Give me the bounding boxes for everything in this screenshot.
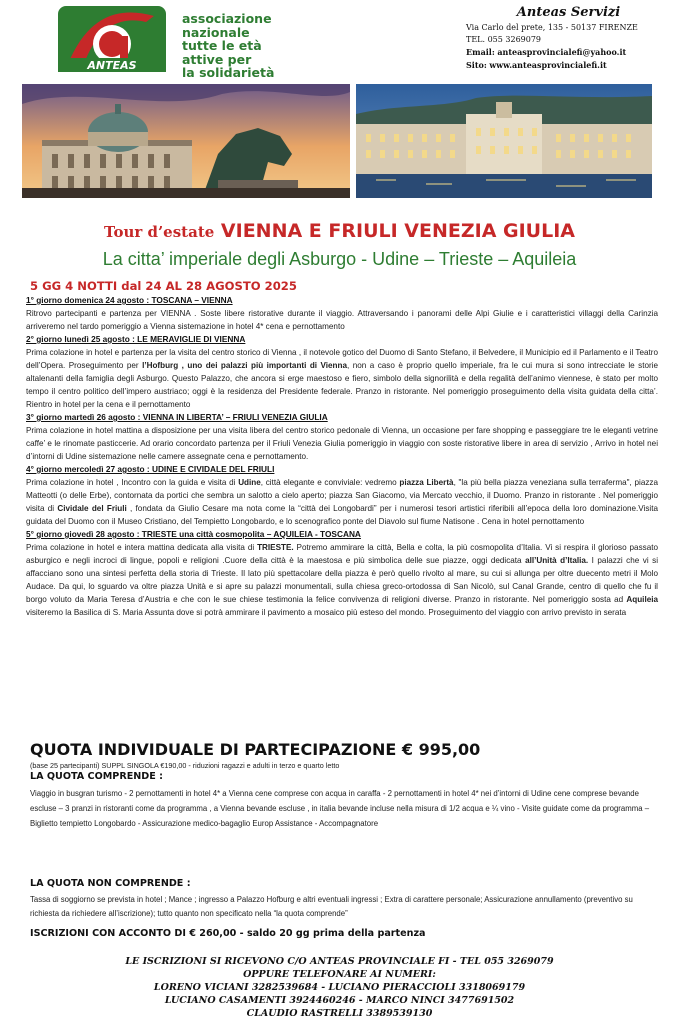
tour-subtitle: La citta’ imperiale degli Asburgo - Udine – Trieste – Aquileia <box>102 249 577 269</box>
tour-title-prefix: Tour d’estate <box>104 223 215 241</box>
site-link[interactable]: www.anteasprovincialefi.it <box>489 60 607 70</box>
address: Via Carlo del prete, 135 - 50137 FIRENZE <box>466 23 638 32</box>
excluded-text: Tassa di soggiorno se prevista in hotel ; Mance ; ingresso a Palazzo Hofburg e altri eventuali ingressi ; Extra di carattere personale; Assicurazione annullamento (preventivo su richiesta da richiedere all’iscrizione); tutto quanto non specificato nella “la quota comprende” <box>30 895 633 918</box>
day-text-bold: Aquileia <box>626 595 658 604</box>
day-heading: 1° giorno domenica 24 agosto : TOSCANA – VIENNA <box>26 295 233 305</box>
day-text: Prima colazione in hotel mattina a disposizione per una visita libera del centro storico pedonale di Vienna, un occasione per fare shopping e passeggiare tre le eleganti vetrine caffe’ e le rinomate pasticcerie. Ad orario concordato partenza per il Friuli Venezia Giulia pomeriggio in viaggio con soste ristorative libere in area di servizio , Arrivo in hotel nei d’intorni di Udine sistemazione nelle camere assegnate cena e pernottamento. <box>26 426 658 461</box>
day-heading: 3° giorno martedì 26 agosto : VIENNA IN LIBERTA’ – FRIULI VENEZIA GIULIA <box>26 412 328 422</box>
footer-line: LORENO VICIANI 3282539684 - LUCIANO PIERACCIOLI 3318069179 <box>153 982 526 993</box>
day-text-part: Prima colazione in hotel e partenza per la visita del centro storico di Vienna , il notevole gotico del Duomo di Santo Stefano, il Belvedere, il Municipio ed il Parlamento e il Teatro dell’Opera. Proseguimento per <box>26 348 658 370</box>
phone-line <box>466 34 671 46</box>
servizi-title: Anteas Servizi <box>516 5 621 20</box>
site-line <box>466 59 671 72</box>
assoc-line: associazione <box>182 11 272 26</box>
trieste-photo <box>356 84 652 198</box>
price-note: (base 25 partecipanti) SUPPL SINGOLA €190,00 - riduzioni ragazzi e adulti in terzo e quarto letto <box>30 761 340 770</box>
contact-block <box>466 4 671 72</box>
association-name <box>182 12 274 80</box>
logo-text: ANTEAS <box>87 59 137 72</box>
deposit-note: ISCRIZIONI CON ACCONTO DI € 260,00 - saldo 20 gg prima della partenza <box>30 928 426 939</box>
day-text-part: Prima colazione in hotel , Incontro con la guida e visita di <box>26 478 239 487</box>
email-label: Email: <box>466 47 495 57</box>
day-text <box>26 346 658 411</box>
day-heading: 5° giorno giovedì 28 agosto : TRIESTE una città cosmopolita – AQUILEIA - TOSCANA <box>26 529 361 539</box>
day-text-bold: TRIESTE. <box>257 543 294 552</box>
assoc-line: attive per <box>182 51 252 67</box>
tour-title-main: VIENNA E FRIULI VENEZIA GIULIA <box>220 220 575 242</box>
day-text-part: Prima colazione in hotel e intera mattina dedicata alla visita di <box>26 543 258 552</box>
day-text-bold: all’Unità d’Italia. <box>525 556 589 565</box>
tel-label: TEL. <box>466 35 486 44</box>
footer-line: LUCIANO CASAMENTI 3924460246 - MARCO NINCI 3477691502 <box>164 995 515 1006</box>
day-text-bold: Cividale del Friuli <box>57 504 127 513</box>
day-text-bold: Udine <box>238 478 261 487</box>
footer-line: CLAUDIO RASTRELLI 3389539130 <box>246 1008 433 1019</box>
site-label: Sito: <box>466 60 487 70</box>
day-text: Ritrovo partecipanti e partenza per VIENNA . Soste libere ristorative durante il viaggio. Attraversando i panorami delle Alpi Giulie e i caratteristici villaggi della Carinzia arriveremo nel tardo pomeriggio a Vienna sistemazione in hotel 4* cena e pernottamento <box>26 309 658 331</box>
included-heading: LA QUOTA COMPRENDE : <box>30 771 163 782</box>
day-text-bold: piazza Libertà <box>399 478 454 487</box>
footer-contacts <box>0 955 679 1020</box>
footer-line: OPPURE TELEFONARE AI NUMERI: <box>243 969 436 980</box>
day-text <box>26 476 658 528</box>
tour-title <box>0 218 679 245</box>
anteas-logo <box>58 6 166 72</box>
price-title: QUOTA INDIVIDUALE DI PARTECIPAZIONE € 995,00 <box>30 740 481 759</box>
day-text <box>26 541 658 619</box>
tel-value: 055 3269079 <box>487 35 542 44</box>
included-text: Viaggio in busgran turismo - 2 pernottamenti in hotel 4* a Vienna cene comprese con acqua in caraffa - 2 pernottamenti in hotel 4* nei d’intorni di Udine cene comprese bevande escluse – 3 pranzi in ristoranti come da programma , a Vienna bevande escluse , in italia bevande incluse nella misura di 1/2 acqua e ¼ vino - Visite guidate come da programma – Biglietto tempietto Longobardo - Assicurazione medico-bagaglio Europ Assistance - Accompagnatore <box>30 789 650 829</box>
day-text-part: Potremo ammirare la città, Bella e colta, la più cosmopolita d’Italia. Vi si respira il glorioso passato asburgico e negli incroci di lingue, popoli e religioni .Cuore della città è la maestosa e più simbolica delle sue piazze, oggi dedicata <box>26 543 658 565</box>
day-text-bold: l’Hofburg , uno dei palazzi più importanti di Vienna <box>142 361 348 370</box>
day-text-part: , fondata da Giulio Cesare ma nota come la “città dei Longobardi” per i numerosi tesori artistici riferibili all’epoca della loro dominazione.Visita guidata del Duomo con il Museo Cristiano, del Tempietto Longobardo, e lo scenografico ponte del Diavolo sul fiume Natisone . Cena in hotel pernottamento <box>26 504 659 526</box>
email-link[interactable]: anteasprovincialefi@yahoo.it <box>497 47 627 57</box>
day-text-part: , città elegante e conviviale: vedremo <box>260 478 400 487</box>
day-heading: 4° giorno mercoledì 27 agosto : UDINE E CIVIDALE DEL FRIULI <box>26 464 275 474</box>
tour-dates: 5 GG 4 NOTTI dal 24 AL 28 AGOSTO 2025 <box>30 279 297 293</box>
day-heading: 2° giorno lunedì 25 agosto : LE MERAVIGLIE DI VIENNA <box>26 334 246 344</box>
day-text-part: , non a caso è proprio quello imperiale, fra le cui mura si sono intrecciate le storie altalenanti della famiglia degli Asburgo. Questo Palazzo, che ancora si erge maestoso e fiero, simbolo della signorilità e della regalità dell’animo viennese, è stato per molto tempo il centro politico dell’impero austriaco; oggi è la residenza del Presidente federale. Pranzo in ristorante. Nel pomeriggio proseguimento della visita guidata della citta’. Rientro in hotel per la cena e il pernottamento <box>26 361 658 409</box>
assoc-line: nazionale <box>182 24 250 40</box>
day-text-part: , "la più bella piazza veneziana sulla terraferma", piazza Matteotti (o delle Erbe), contornata da portici che sembra un salotto a cielo aperto; piazza San Giacomo, via Mercato vecchio, il Duomo. Pranzo in ristorante . Nel pomeriggio visita di <box>26 478 658 513</box>
itinerary <box>26 294 658 619</box>
day-text-part: visiteremo la Basilica di S. Maria Assunta dove si potrà ammirare il pavimento a mosaico più esteso del mondo. Proseguimento del viaggio con arrivo previsto in serata <box>26 608 627 617</box>
footer-line: LE ISCRIZIONI SI RICEVONO C/O ANTEAS PROVINCIALE FI - TEL 055 3269079 <box>125 956 554 967</box>
assoc-line: la solidarietà <box>182 65 275 80</box>
day-text-part: I palazzi che vi si affacciano sono una sintesi perfetta della storia di Trieste. Il lato più spettacolare della piazza è però quello rivolto al mare, su cui si allunga per oltre duecento metri il Molo Audace. Da qui, lo sguardo va oltre piazza Unità e si apre su palazzi monumentali, sulla chiesa greco-ortodossa di San Nicolò, sul Canal Grande, centro di quello che fu il borgo voluto da Maria Teresa d’Austria e che con le sue chiese testimonia la felice convivenza di religioni diverse. Pranzo in ristorante. Nel pomeriggio sosta ad <box>26 556 659 604</box>
email-line <box>466 46 671 59</box>
excluded-heading: LA QUOTA NON COMPRENDE : <box>30 878 191 889</box>
vienna-photo <box>22 84 350 198</box>
header <box>0 0 679 82</box>
assoc-line: tutte le età <box>182 38 262 53</box>
